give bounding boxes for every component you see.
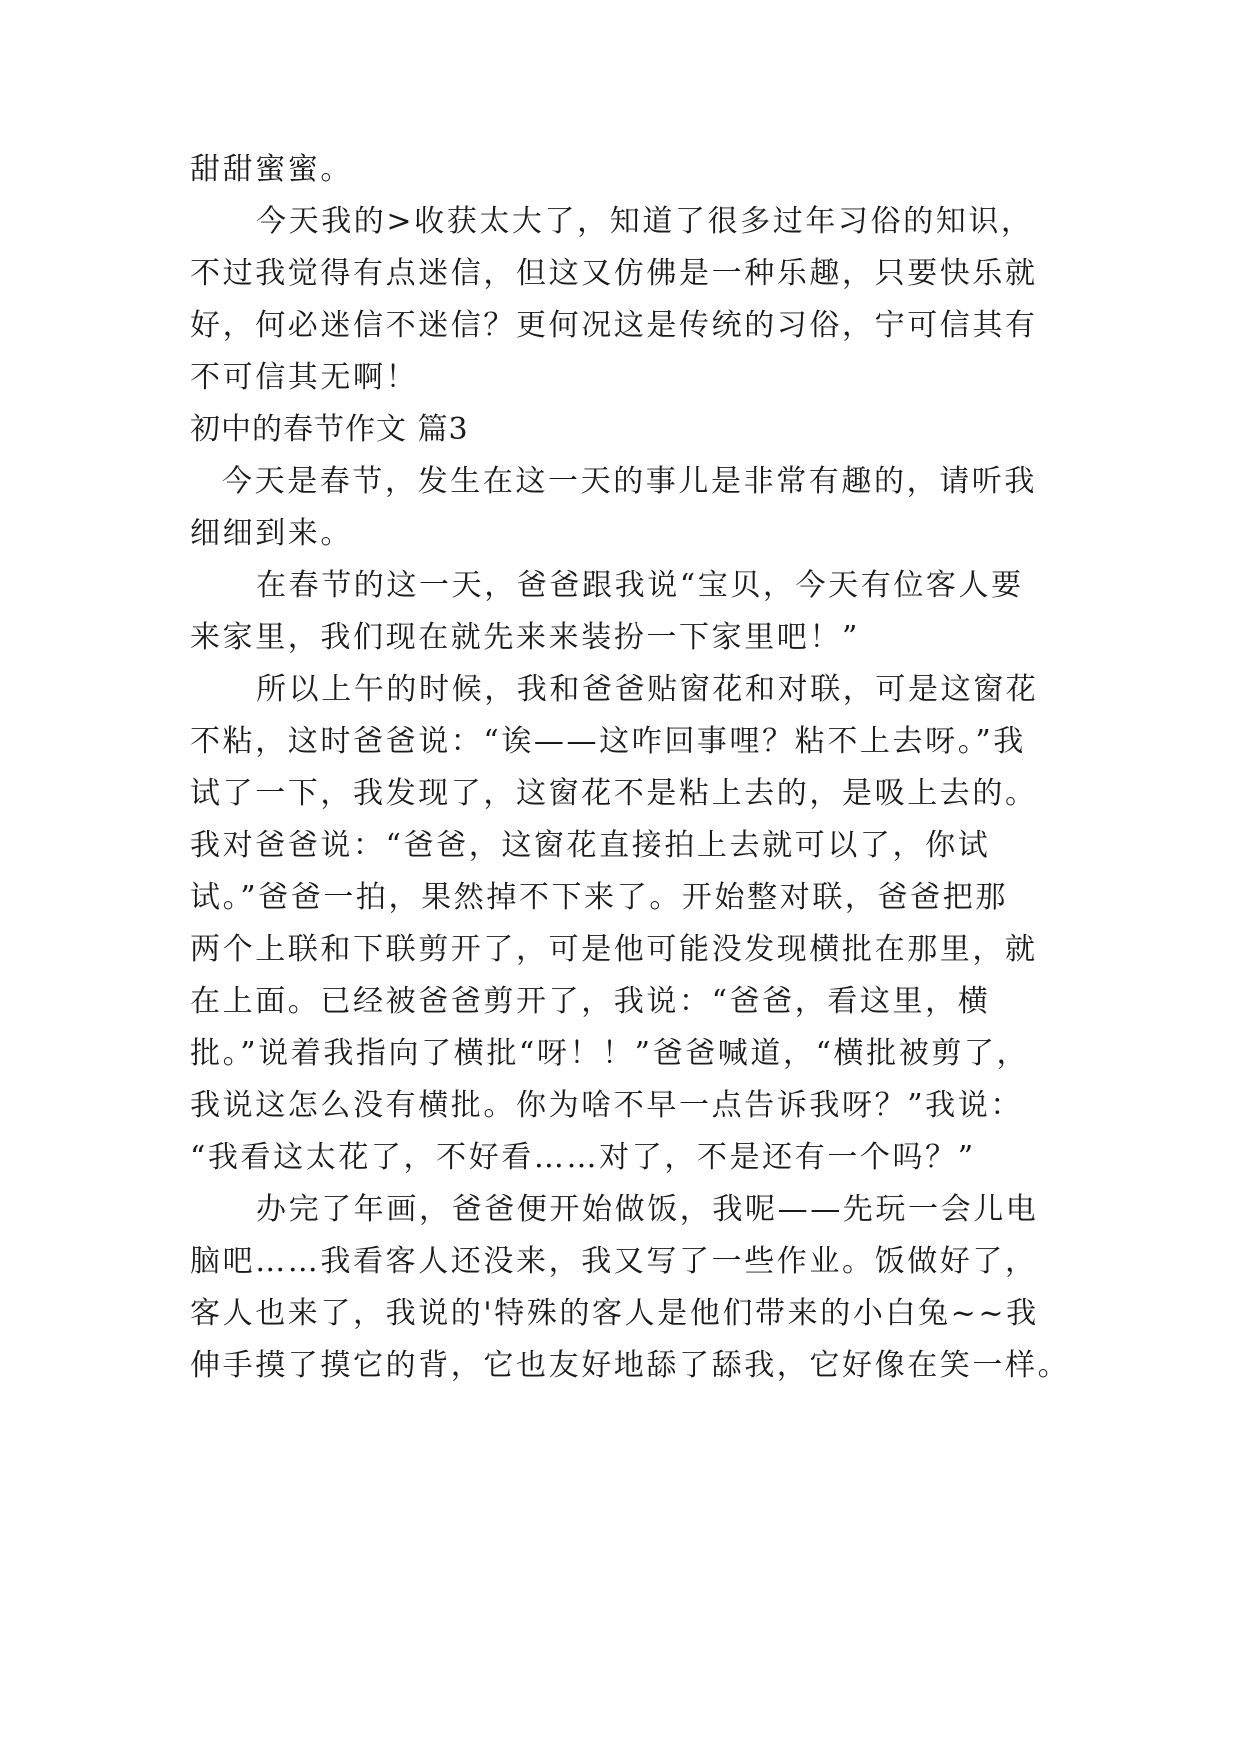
text-line: 两个上联和下联剪开了，可是他可能没发现横批在那里，就	[190, 932, 1038, 967]
text-line: 我对爸爸说：“爸爸，这窗花直接拍上去就可以了，你试	[190, 828, 991, 863]
text-line: 不粘，这时爸爸说：“诶——这咋回事哩？粘不上去呀。”我	[190, 724, 1026, 759]
text-line: 我说这怎么没有横批。你为啥不早一点告诉我呀？”我说：	[190, 1088, 1023, 1123]
text-line: 客人也来了，我说的'特殊的客人是他们带来的小白兔~~我	[190, 1296, 1039, 1331]
text-line: 试。”爸爸一拍，果然掉不下来了。开始整对联，爸爸把那	[190, 880, 1008, 915]
paragraph-start-line: 今天是春节，发生在这一天的事儿是非常有趣的，请听我	[222, 464, 1037, 499]
paragraph-start-line: 所以上午的时候，我和爸爸贴窗花和对联，可是这窗花	[256, 672, 1039, 707]
paragraph-start-line: 在春节的这一天，爸爸跟我说“宝贝，今天有位客人要	[256, 568, 1024, 603]
paragraph-start-line: 今天我的>收获太大了，知道了很多过年习俗的知识，	[256, 204, 1034, 239]
text-line: 甜甜蜜蜜。	[190, 152, 353, 187]
text-line: 伸手摸了摸它的背，它也友好地舔了舔我，它好像在笑一样。	[190, 1348, 1071, 1383]
section-heading: 初中的春节作文 篇3	[190, 412, 469, 447]
text-line: 在上面。已经被爸爸剪开了，我说：“爸爸，看这里，横	[190, 984, 991, 1019]
text-line: 脑吧……我看客人还没来，我又写了一些作业。饭做好了，	[190, 1244, 1038, 1279]
text-line: 不过我觉得有点迷信，但这又仿佛是一种乐趣，只要快乐就	[190, 256, 1038, 291]
text-line: 细细到来。	[190, 516, 353, 551]
text-line: 来家里，我们现在就先来来装扮一下家里吧！”	[190, 620, 860, 655]
text-line: 好，何必迷信不迷信？更何况这是传统的习俗，宁可信其有	[190, 308, 1038, 343]
text-line: 批。”说着我指向了横批“呀！！”爸爸喊道，“横批被剪了，	[190, 1036, 1030, 1071]
text-line: “我看这太花了，不好看……对了，不是还有一个吗？”	[190, 1140, 976, 1175]
paragraph-start-line: 办完了年画，爸爸便开始做饭，我呢——先玩一会儿电	[256, 1192, 1039, 1227]
text-line: 试了一下，我发现了，这窗花不是粘上去的，是吸上去的。	[190, 776, 1038, 811]
text-line: 不可信其无啊！	[190, 360, 419, 395]
